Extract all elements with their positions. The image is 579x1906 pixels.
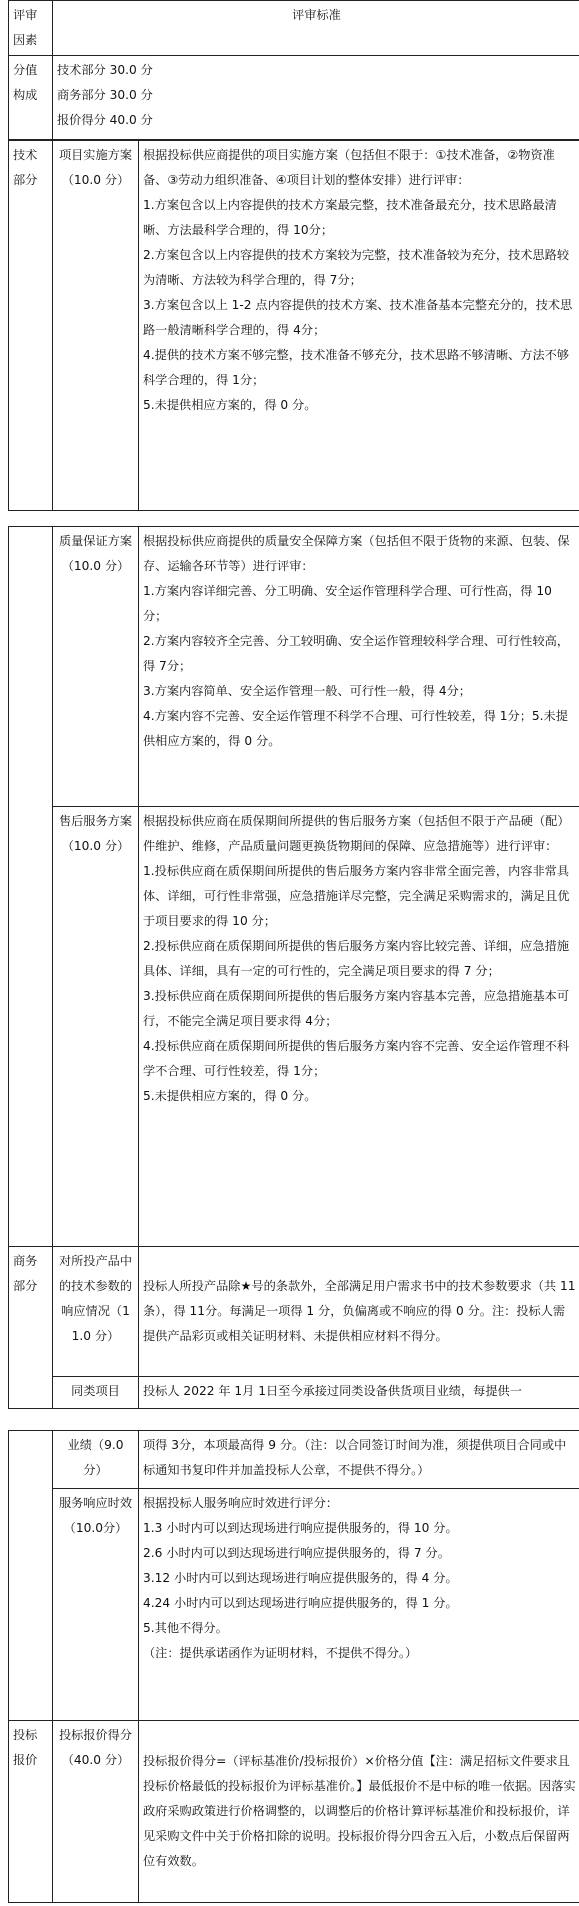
criterion-line: 根据投标供应商在质保期间所提供的售后服务方案（包括但不限于产品硬（配）件维护、维修，产品质量问题更换货物期间的保障、应急措施等）进行评审：: [143, 814, 570, 853]
business-cont-label: [9, 1431, 53, 1721]
response-content: [139, 1489, 579, 1721]
tech-table: [8, 140, 579, 511]
price-content: [139, 1721, 579, 1903]
price-sub-label: 投标报价得分（40.0 分）: [53, 1721, 139, 1903]
scoring-table-1: [8, 0, 579, 140]
response-sub-label: 服务响应时效（10.0分）: [53, 1489, 139, 1721]
quality-sub-label: 质量保证方案（10.0 分）: [53, 527, 139, 807]
tech-params-content: [139, 1247, 579, 1377]
similar-row: [9, 1377, 579, 1409]
similar-cont-sub-label: 业绩（9.0 分）: [53, 1431, 139, 1489]
similar-cont-content: [139, 1431, 579, 1489]
criterion-line: 5.未提供相应方案的，得 0 分。: [143, 398, 317, 412]
criterion-line: 1.方案包含以上内容提供的技术方案最完整，技术准备最充分，技术思路最清晰、方法最科学合理的，得 10分；: [143, 198, 557, 237]
table-header-row: [9, 1, 579, 56]
criterion-line: 投标人所投产品除★号的条款外，全部满足用户需求书中的技术参数要求（共 11条），得 11分。每满足一项得 1 分，负偏离或不响应的得 0 分。注：投标人需提供产品彩页或相关证明材料、未提供相应材料不得分。: [143, 1279, 576, 1343]
price-label: 投标报价: [9, 1721, 53, 1903]
scoring-table-2: [8, 526, 579, 1409]
tech-content: [139, 141, 579, 511]
criterion-line: 2.方案内容较齐全完善、分工较明确、安全运作管理较科学合理、可行性较高，得 7分；: [143, 634, 570, 673]
price-row: [9, 1721, 579, 1903]
tech-params-sub-label: 对所投产品中的技术参数的响应情况（11.0 分）: [53, 1247, 139, 1377]
table-page-1: [8, 0, 579, 510]
quality-row: [9, 527, 579, 807]
aftersales-row: [9, 807, 579, 1247]
weight-line: 商务部分 30.0 分: [57, 88, 153, 102]
similar-cont-row: [9, 1431, 579, 1489]
weight-line: 技术部分 30.0 分: [57, 63, 153, 77]
aftersales-content: [139, 807, 579, 1247]
response-row: [9, 1489, 579, 1721]
criterion-line: 2.投标供应商在质保期间所提供的售后服务方案内容比较完善、详细，应急措施具体、详细，具有一定的可行性的，完全满足项目要求的得 7 分；: [143, 939, 570, 978]
criterion-line: 1.投标供应商在质保期间所提供的售后服务方案内容非常全面完善，内容非常具体、详细，可行性非常强，应急措施详尽完整，完全满足采购需求的，满足且优于项目要求的得 10 分；: [143, 864, 570, 928]
criterion-line: 1.方案内容详细完善、分工明确、安全运作管理科学合理、可行性高，得 10分；: [143, 584, 552, 623]
criterion-line: 5.其他不得分。: [143, 1621, 228, 1635]
weight-line: 报价得分 40.0 分: [57, 113, 153, 127]
criterion-line: 4.24 小时内可以到达现场进行响应提供服务的，得 1 分。: [143, 1596, 458, 1610]
criterion-line: 投标报价得分=（评标基准价/投标报价）×价格分值【注：满足招标文件要求且投标价格最低的投标报价为评标基准价。】最低报价不是中标的唯一依据。因落实政府采购政策进行价格调整的，以调整后的价格计算评标基准价和投标报价，详见采购文件中关于价格扣除的说明。投标报价得分四舍五入后，小数点后保留两位有效数。: [143, 1754, 576, 1868]
tech-params-row: [9, 1247, 579, 1377]
criterion-line: 3.方案内容简单、安全运作管理一般、可行性一般，得 4分；: [143, 684, 471, 698]
criterion-line: 1.3 小时内可以到达现场进行响应提供服务的，得 10 分。: [143, 1521, 458, 1535]
criterion-line: 投标人 2022 年 1月 1日至今承接过同类设备供货项目业绩，每提供一: [143, 1384, 522, 1398]
weights-row: [9, 56, 579, 140]
weights-content: [53, 56, 579, 140]
criterion-line: 4.提供的技术方案不够完整，技术准备不够充分，技术思路不够清晰、方法不够科学合理的，得 1分；: [143, 348, 570, 387]
criterion-line: 4.方案内容不完善、安全运作管理不科学不合理、可行性较差，得 1分；5.未提供相应方案的，得 0 分。: [143, 709, 568, 748]
criterion-line: 4.投标供应商在质保期间所提供的售后服务方案内容不完善、安全运作管理不科学不合理、可行性较差，得 1分；: [143, 1039, 570, 1078]
criterion-line: 3.方案包含以上 1-2 点内容提供的技术方案、技术准备基本完整充分的，技术思路一般清晰科学合理的，得 4分；: [143, 298, 573, 337]
similar-sub-label: 同类项目: [53, 1377, 139, 1409]
header-standard: 评审标准: [53, 1, 579, 56]
criterion-line: 2.方案包含以上内容提供的技术方案较为完整，技术准备较为充分，技术思路较为清晰、方法较为科学合理的，得 7分；: [143, 248, 570, 287]
tech-row: [9, 141, 579, 511]
table-page-2: [8, 526, 579, 1412]
criterion-line: 根据投标供应商提供的项目实施方案（包括但不限于：①技术准备，②物资准备、③劳动力组织准备、④项目计划的整体安排）进行评审：: [143, 148, 555, 187]
header-factor: 评审因素: [9, 1, 53, 56]
criterion-line: 项得 3分，本项最高得 9 分。（注：以合同签订时间为准，须提供项目合同或中标通知书复印件并加盖投标人公章，不提供不得分。）: [143, 1438, 567, 1477]
criterion-line: 5.未提供相应方案的，得 0 分。: [143, 1089, 317, 1103]
criterion-line: 根据投标人服务响应时效进行评分：: [143, 1496, 338, 1510]
business-label: 商务部分: [9, 1247, 53, 1409]
criterion-line: 2.6 小时内可以到达现场进行响应提供服务的，得 7 分。: [143, 1546, 450, 1560]
scoring-table-3: [8, 1430, 579, 1903]
tech-cont-label: [9, 527, 53, 1247]
tech-sub-label: 项目实施方案（10.0 分）: [53, 141, 139, 511]
aftersales-sub-label: 售后服务方案（10.0 分）: [53, 807, 139, 1247]
similar-content: [139, 1377, 579, 1409]
criterion-line: 3.12 小时内可以到达现场进行响应提供服务的，得 4 分。: [143, 1571, 458, 1585]
criterion-line: 根据投标供应商提供的质量安全保障方案（包括但不限于货物的来源、包装、保存、运输各环节等）进行评审：: [143, 534, 570, 573]
table-page-3: [8, 1430, 579, 1906]
quality-content: [139, 527, 579, 807]
tech-label: 技术部分: [9, 141, 53, 511]
weights-label: 分值构成: [9, 56, 53, 140]
criterion-line: （注：提供承诺函作为证明材料，不提供不得分。）: [143, 1646, 418, 1660]
criterion-line: 3.投标供应商在质保期间所提供的售后服务方案内容基本完善，应急措施基本可行，不能完全满足项目要求得 4分；: [143, 989, 570, 1028]
